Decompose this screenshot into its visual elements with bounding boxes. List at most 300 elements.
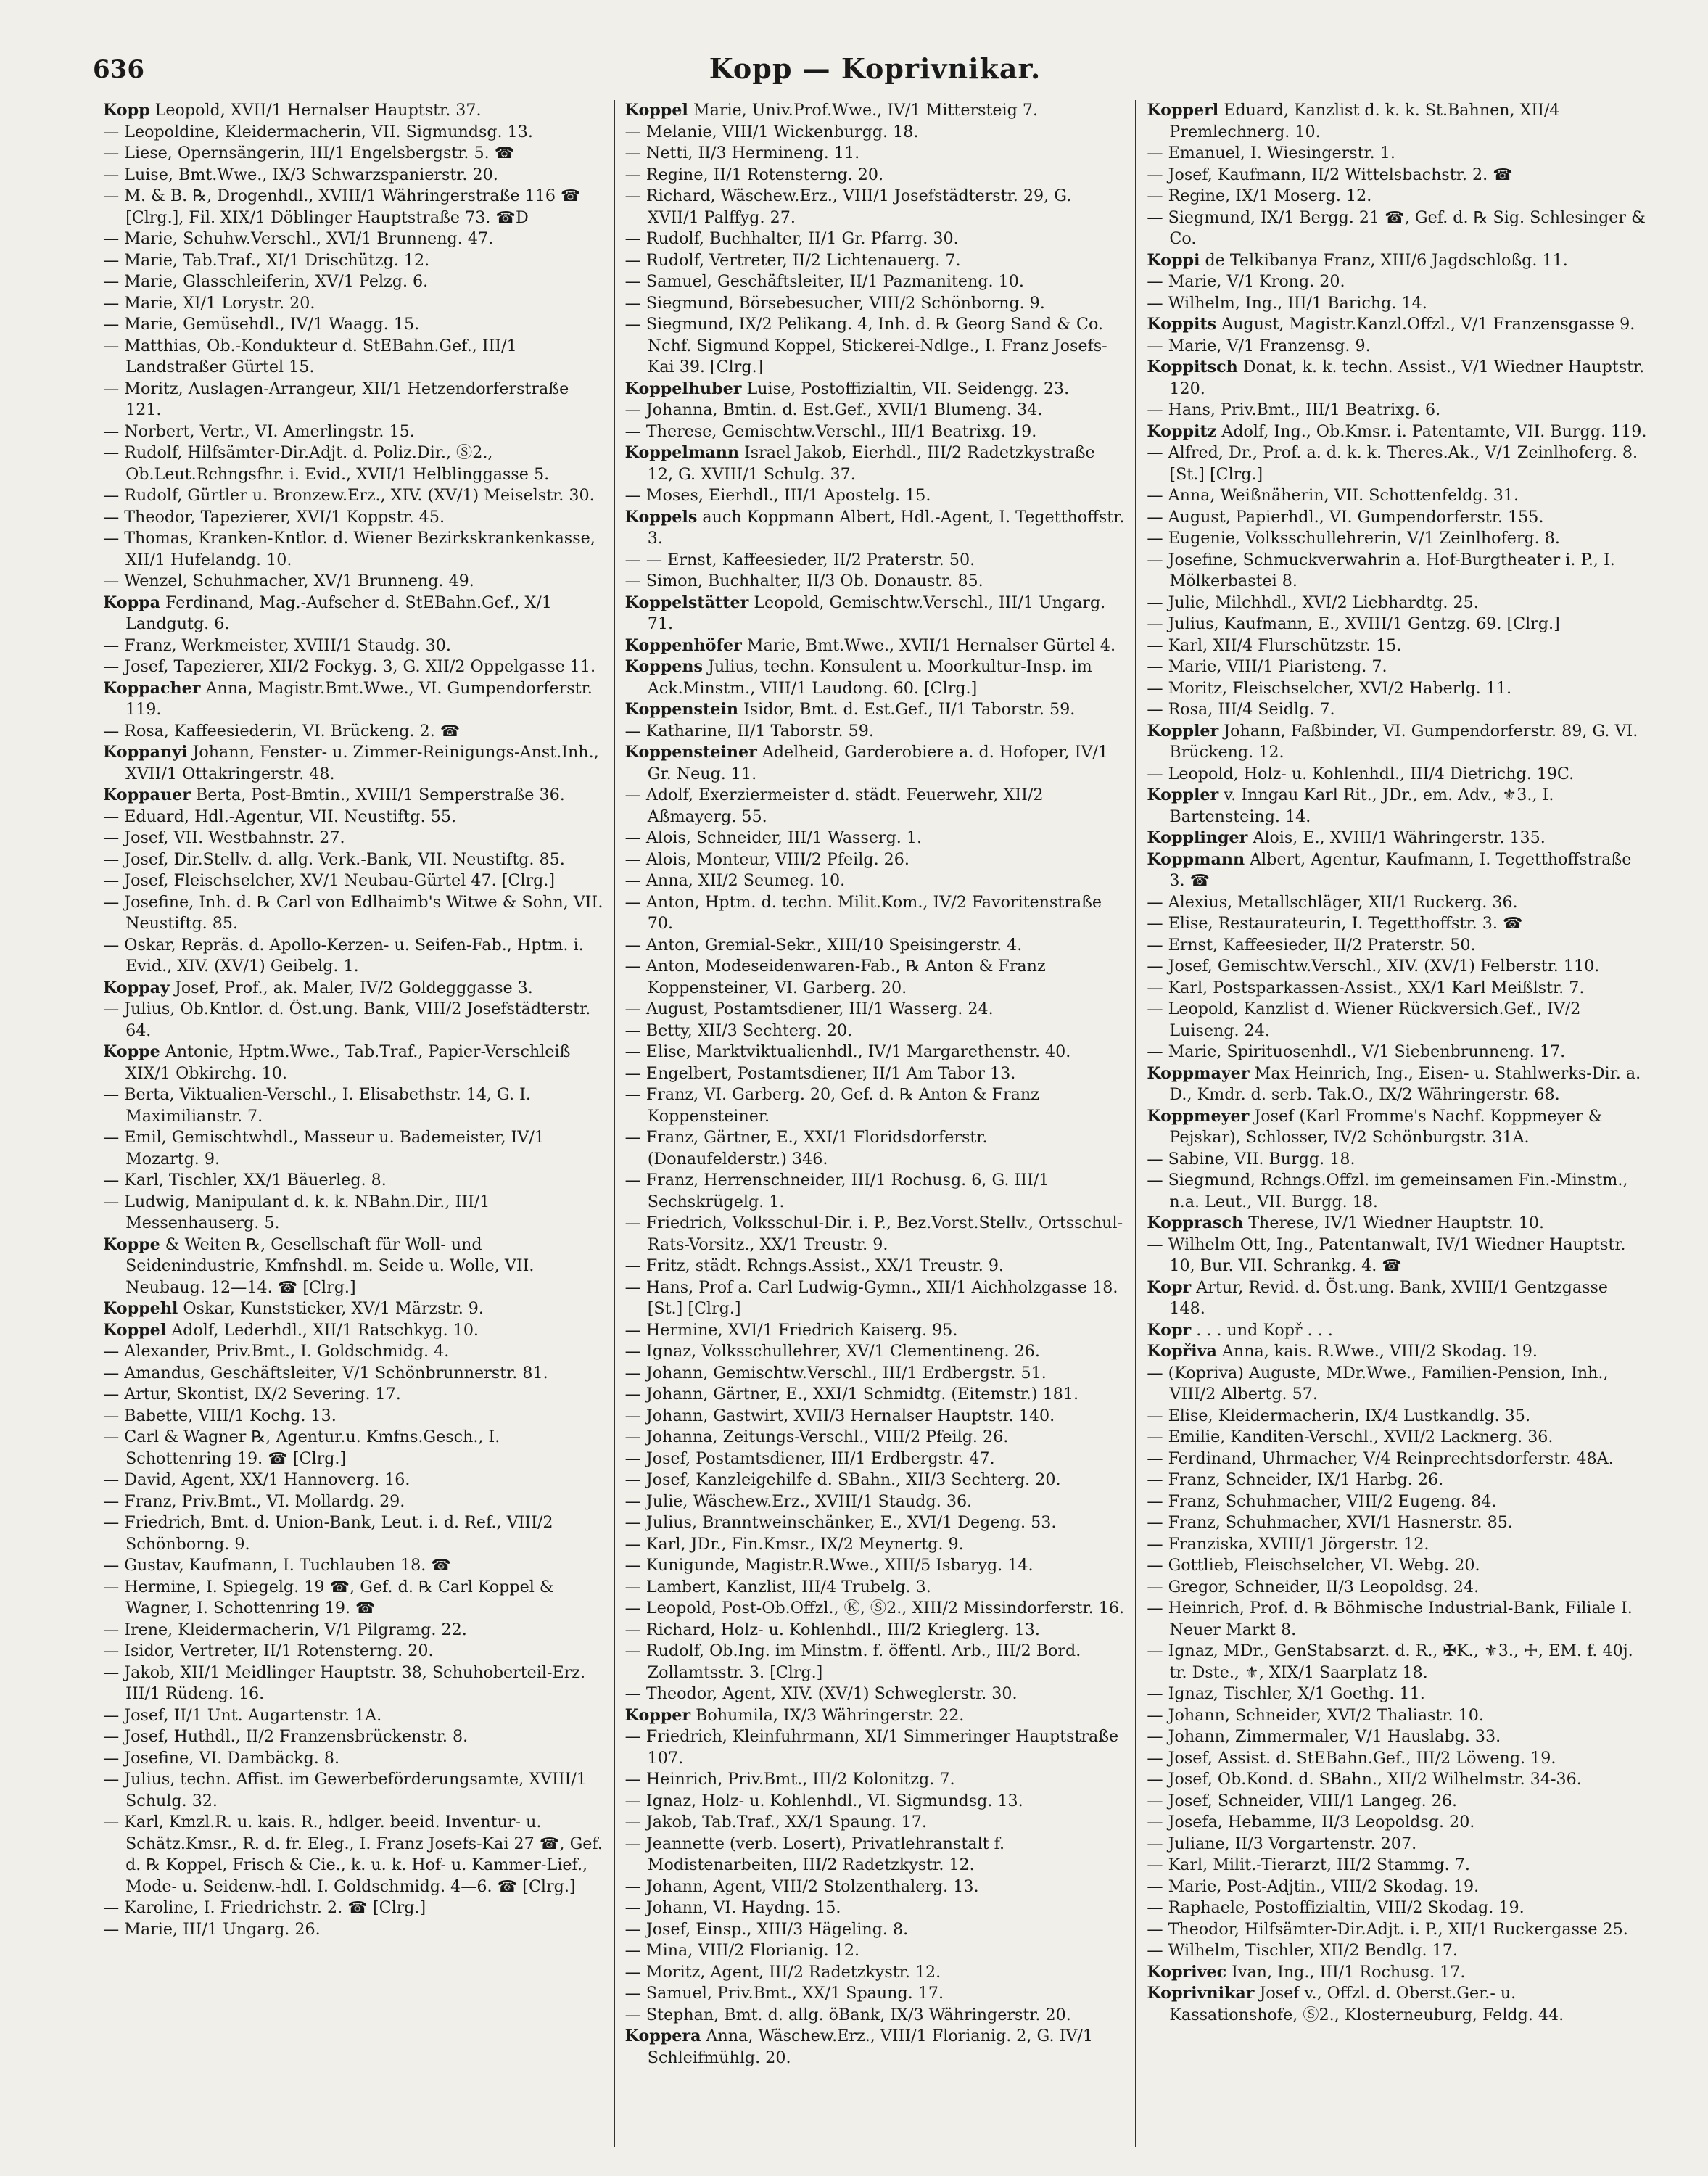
entry-text: — Elise, Restaurateurin, I. Tegetthoffstr. 3. ☎ bbox=[1147, 914, 1523, 933]
entry-surname: Koppacher bbox=[103, 678, 201, 698]
directory-entry bbox=[1147, 165, 1647, 186]
entry-text: — Eugenie, Volksschullehrerin, V/1 Zeinlhoferg. 8. bbox=[1147, 529, 1560, 548]
directory-entry bbox=[103, 485, 603, 507]
directory-entry bbox=[103, 1235, 603, 1299]
entry-text: — Emilie, Kanditen-Verschl., XVII/2 Lacknerg. 36. bbox=[1147, 1427, 1554, 1446]
entry-text: — Matthias, Ob.-Kondukteur d. StEBahn.Gef., III/1 Landstraßer Gürtel 15. bbox=[103, 336, 517, 376]
directory-entry bbox=[625, 1791, 1126, 1813]
directory-entry bbox=[625, 228, 1126, 250]
entry-text: Eduard, Kanzlist d. k. k. St.Bahnen, XII/4 Premlechnerg. 10. bbox=[1169, 101, 1560, 141]
entry-surname: Koppera bbox=[624, 2027, 701, 2045]
column-1 bbox=[93, 100, 614, 2147]
directory-entry bbox=[1147, 1042, 1647, 1063]
directory-entry bbox=[625, 1598, 1126, 1620]
directory-entry bbox=[1147, 764, 1647, 786]
entry-surname: Koppler bbox=[1147, 786, 1219, 804]
entry-text: — Franz, Gärtner, E., XXI/1 Floridsdorferstr. (Donaufelderstr.) 346. bbox=[624, 1128, 988, 1169]
entry-text: — Josef, Assist. d. StEBahn.Gef., III/2 Löweng. 19. bbox=[1147, 1748, 1556, 1768]
entry-text: — Mina, VIII/2 Florianig. 12. bbox=[624, 1941, 860, 1960]
directory-entry bbox=[625, 571, 1126, 593]
directory-entry bbox=[103, 1192, 603, 1235]
directory-entry bbox=[625, 1726, 1126, 1769]
entry-text: — Karl, Tischler, XX/1 Bäuerleg. 8. bbox=[103, 1171, 387, 1190]
entry-text: — Josef, Gemischtw.Verschl., XIV. (XV/1) Felberstr. 110. bbox=[1147, 957, 1600, 976]
entry-text: — Friedrich, Kleinfuhrmann, XI/1 Simmeringer Hauptstraße 107. bbox=[624, 1727, 1119, 1768]
directory-entry bbox=[625, 2005, 1126, 2027]
directory-entry bbox=[103, 1641, 603, 1662]
entry-text: — Therese, Gemischtw.Verschl., III/1 Beatrixg. 19. bbox=[624, 421, 1037, 441]
entry-text: — Karl, Postsparkassen-Assist., XX/1 Karl Meißlstr. 7. bbox=[1147, 978, 1585, 997]
directory-entry bbox=[1147, 656, 1647, 678]
directory-entry bbox=[103, 1919, 603, 1941]
directory-entry bbox=[625, 785, 1126, 828]
entry-text: — Gregor, Schneider, II/3 Leopoldsg. 24. bbox=[1147, 1577, 1480, 1596]
directory-entry bbox=[625, 507, 1126, 550]
entry-text: — Irene, Kleidermacherin, V/1 Pilgramg. 22. bbox=[103, 1620, 467, 1639]
entry-text: — Julius, techn. Affist. im Gewerbeförderungsamte, XVIII/1 Schulg. 32. bbox=[103, 1770, 587, 1810]
directory-entry bbox=[103, 678, 603, 721]
directory-entry bbox=[1147, 1063, 1647, 1106]
entry-text: — Siegmund, IX/2 Pelikang. 4, Inh. d. ℞ Georg Sand & Co. Nchf. Sigmund Koppel, Stickerei-Ndlge., I. Franz Josefs-Kai 39. [Clrg.] bbox=[624, 315, 1107, 376]
entry-text: — Julius, Kaufmann, E., XVIII/1 Gentzg. 69. [Clrg.] bbox=[1147, 614, 1560, 633]
directory-entry bbox=[625, 314, 1126, 379]
directory-entry bbox=[1147, 1534, 1647, 1556]
entry-text: Adolf, Ing., Ob.Kmsr. i. Patentamte, VII. Burgg. 119. bbox=[1216, 421, 1647, 441]
directory-entry bbox=[625, 935, 1126, 957]
directory-entry bbox=[625, 379, 1126, 400]
entry-text: Oskar, Kunststicker, XV/1 Märzstr. 9. bbox=[178, 1299, 484, 1318]
directory-entry bbox=[1147, 421, 1647, 443]
entry-text: — Theodor, Hilfsämter-Dir.Adjt. i. P., XII/1 Ruckergasse 25. bbox=[1147, 1919, 1628, 1939]
directory-entry bbox=[625, 2026, 1126, 2069]
entry-text: — Fritz, städt. Rchngs.Assist., XX/1 Treustr. 9. bbox=[624, 1256, 1004, 1275]
entry-text: Johann, Fenster- u. Zimmer-Reinigungs-Anst.Inh., XVII/1 Ottakringerstr. 48. bbox=[125, 743, 599, 783]
directory-entry bbox=[1147, 1598, 1647, 1641]
entry-text: — Liese, Opernsängerin, III/1 Engelsbergstr. 5. ☎ bbox=[103, 144, 515, 162]
entry-text: — Anna, XII/2 Seumeg. 10. bbox=[624, 871, 846, 890]
entry-text: — Franz, Schuhmacher, VIII/2 Eugeng. 84. bbox=[1147, 1491, 1497, 1511]
directory-entry bbox=[1147, 1512, 1647, 1534]
entry-text: — Samuel, Priv.Bmt., XX/1 Spaung. 17. bbox=[624, 1984, 944, 2003]
directory-entry bbox=[625, 1876, 1126, 1898]
directory-entry bbox=[103, 785, 603, 807]
directory-entry bbox=[1147, 442, 1647, 485]
directory-entry bbox=[1147, 1363, 1647, 1406]
entry-text: — Ignaz, Tischler, X/1 Goethg. 11. bbox=[1147, 1684, 1425, 1703]
entry-text: — M. & B. ℞, Drogenhdl., XVIII/1 Währingerstraße 116 ☎ [Clrg.], Fil. XIX/1 Döblinger Hauptstraße 73. ☎D bbox=[103, 186, 581, 227]
entry-text: — Samuel, Geschäftsleiter, II/1 Pazmaniteng. 10. bbox=[624, 272, 1024, 291]
directory-entry bbox=[103, 593, 603, 635]
directory-entry bbox=[1147, 1919, 1647, 1941]
directory-entry bbox=[103, 1897, 603, 1919]
directory-entry bbox=[1147, 1341, 1647, 1363]
entry-surname: Koppmeyer bbox=[1147, 1106, 1250, 1126]
entry-text: — Marie, Glasschleiferin, XV/1 Pelzg. 6. bbox=[103, 272, 429, 291]
directory-entry bbox=[103, 935, 603, 978]
directory-entry bbox=[625, 485, 1126, 507]
entry-text: — Ludwig, Manipulant d. k. k. NBahn.Dir., III/1 Messenhauserg. 5. bbox=[103, 1192, 490, 1232]
entry-text: — Josef, Dir.Stellv. d. allg. Verk.-Bank, VII. Neustiftg. 85. bbox=[103, 849, 565, 869]
directory-columns bbox=[93, 100, 1657, 2147]
entry-surname: Koppensteiner bbox=[624, 743, 757, 762]
entry-text: — Jakob, XII/1 Meidlinger Hauptstr. 38, Schuhoberteil-Erz. III/1 Rüdeng. 16. bbox=[103, 1662, 586, 1703]
entry-text: — Emanuel, I. Wiesingerstr. 1. bbox=[1147, 144, 1395, 162]
entry-text: — Isidor, Vertreter, II/1 Rotensterng. 20. bbox=[103, 1641, 434, 1660]
entry-text: — Rudolf, Ob.Ing. im Minstm. f. öffentl. Arb., III/2 Bord. Zollamtsstr. 3. [Clrg.] bbox=[624, 1641, 1081, 1682]
directory-entry bbox=[625, 593, 1126, 635]
directory-entry bbox=[1147, 1448, 1647, 1470]
entry-text: — Karl, Kmzl.R. u. kais. R., hdlger. beeid. Inventur- u. Schätz.Kmsr., R. d. fr. Eleg., I. Franz Josefs-Kai 27 ☎, Gef. d. ℞ Koppel, Frisch & Cie., k. u. k. Hof- u. Kammer-Lief., Mode- u. Seidenw.-hdl. I. Goldschmidg. 4—6. ☎ [Clrg.] bbox=[103, 1813, 603, 1896]
entry-text: — Richard, Wäschew.Erz., VIII/1 Josefstädterstr. 29, G. XVII/1 Palffyg. 27. bbox=[624, 186, 1072, 227]
directory-entry bbox=[625, 250, 1126, 272]
directory-entry bbox=[625, 442, 1126, 485]
entry-surname: Koppa bbox=[103, 593, 160, 612]
entry-text: — Ferdinand, Uhrmacher, V/4 Reinprechtsdorferstr. 48A. bbox=[1147, 1448, 1614, 1468]
directory-entry bbox=[625, 1021, 1126, 1042]
directory-entry bbox=[625, 1534, 1126, 1556]
entry-text: — Anna, Weißnäherin, VII. Schottenfeldg. 31. bbox=[1147, 486, 1519, 505]
entry-text: Josef (Karl Fromme's Nachf. Koppmeyer & Pejskar), Schlosser, IV/2 Schönburgstr. 31A. bbox=[1169, 1106, 1603, 1147]
directory-entry bbox=[103, 999, 603, 1042]
entry-text: — Rudolf, Gürtler u. Bronzew.Erz., XIV. (XV/1) Meiselstr. 30. bbox=[103, 486, 595, 505]
entry-text: — Berta, Viktualien-Verschl., I. Elisabethstr. 14, G. I. Maximilianstr. 7. bbox=[103, 1085, 531, 1126]
directory-entry bbox=[625, 271, 1126, 293]
entry-surname: Koppitsch bbox=[1147, 358, 1238, 376]
entry-text: — Melanie, VIII/1 Wickenburgg. 18. bbox=[624, 122, 919, 141]
directory-entry bbox=[103, 165, 603, 186]
entry-text: — Josefine, Schmuckverwahrin a. Hof-Burgtheater i. P., I. Mölkerbastei 8. bbox=[1147, 550, 1615, 590]
entry-text: — Marie, Tab.Traf., XI/1 Drischützg. 12. bbox=[103, 250, 430, 270]
directory-entry bbox=[103, 507, 603, 529]
directory-entry bbox=[625, 956, 1126, 999]
entry-surname: Koppel bbox=[624, 101, 688, 120]
directory-entry bbox=[625, 656, 1126, 699]
directory-entry bbox=[1147, 143, 1647, 165]
directory-entry bbox=[1147, 1748, 1647, 1770]
entry-text: — Ignaz, Volksschullehrer, XV/1 Clementineng. 26. bbox=[624, 1342, 1040, 1361]
entry-text: — Amandus, Geschäftsleiter, V/1 Schönbrunnerstr. 81. bbox=[103, 1363, 548, 1382]
directory-entry bbox=[1147, 935, 1647, 957]
directory-entry bbox=[103, 271, 603, 293]
directory-entry bbox=[625, 1491, 1126, 1513]
entry-text: — August, Papierhdl., VI. Gumpendorferstr. 155. bbox=[1147, 507, 1544, 527]
entry-text: — Julius, Ob.Kntlor. d. Öst.ung. Bank, VIII/2 Josefstädterstr. 64. bbox=[103, 1000, 591, 1040]
entry-surname: Koprivnikar bbox=[1147, 1984, 1255, 2003]
directory-entry bbox=[625, 1406, 1126, 1427]
entry-text: — Alois, Schneider, III/1 Wasserg. 1. bbox=[624, 828, 923, 847]
entry-text: . . . und Kopř . . . bbox=[1191, 1320, 1333, 1340]
directory-entry bbox=[625, 828, 1126, 849]
directory-entry bbox=[103, 250, 603, 272]
entry-text: — Marie, V/1 Krong. 20. bbox=[1147, 272, 1345, 291]
directory-entry bbox=[1147, 1641, 1647, 1683]
entry-surname: Koppanyi bbox=[103, 743, 188, 762]
entry-text: Anna, kais. R.Wwe., VIII/2 Skodag. 19. bbox=[1216, 1342, 1538, 1361]
entry-text: — Johann, Schneider, XVI/2 Thaliastr. 10. bbox=[1147, 1705, 1484, 1725]
entry-text: — Josef, Fleischselcher, XV/1 Neubau-Gürtel 47. [Clrg.] bbox=[103, 871, 556, 890]
entry-text: — Wilhelm Ott, Ing., Patentanwalt, IV/1 Wiedner Hauptstr. 10, Bur. VII. Schrankg. 4. ☎ bbox=[1147, 1235, 1626, 1275]
directory-entry bbox=[1147, 635, 1647, 657]
directory-entry bbox=[625, 550, 1126, 572]
directory-entry bbox=[103, 656, 603, 678]
directory-entry bbox=[625, 1705, 1126, 1727]
directory-entry bbox=[625, 1170, 1126, 1213]
entry-text: — Marie, Schuhw.Verschl., XVI/1 Brunneng. 47. bbox=[103, 229, 494, 248]
directory-entry bbox=[625, 1555, 1126, 1577]
entry-text: — Marie, III/1 Ungarg. 26. bbox=[103, 1919, 321, 1939]
directory-entry bbox=[103, 892, 603, 935]
entry-text: — Franz, Herrenschneider, III/1 Rochusg. 6, G. III/1 Sechskrügelg. 1. bbox=[624, 1171, 1049, 1211]
entry-text: — Rudolf, Vertreter, II/2 Lichtenauerg. 7. bbox=[624, 250, 961, 270]
entry-text: — Karl, JDr., Fin.Kmsr., IX/2 Meynertg. 9. bbox=[624, 1534, 964, 1554]
entry-text: — Julius, Branntweinschänker, E., XVI/1 Degeng. 53. bbox=[624, 1513, 1057, 1532]
directory-entry bbox=[625, 1448, 1126, 1470]
entry-text: — Netti, II/3 Hermineng. 11. bbox=[624, 144, 860, 162]
directory-entry bbox=[625, 1834, 1126, 1876]
directory-entry bbox=[625, 870, 1126, 892]
entry-text: — Josef, Ob.Kond. d. SBahn., XII/2 Wilhelmstr. 34-36. bbox=[1147, 1770, 1582, 1789]
entry-text: — Oskar, Repräs. d. Apollo-Kerzen- u. Seifen-Fab., Hptm. i. Evid., XIV. (XV/1) Geibelg. 1. bbox=[103, 935, 584, 976]
entry-text: — Jeannette (verb. Losert), Privatlehranstalt f. Modistenarbeiten, III/2 Radetzkystr. 12. bbox=[624, 1834, 1005, 1874]
directory-entry bbox=[103, 1577, 603, 1620]
entry-text: Adolf, Lederhdl., XII/1 Ratschkyg. 10. bbox=[166, 1320, 479, 1340]
entry-text: — Juliane, II/3 Vorgartenstr. 207. bbox=[1147, 1834, 1417, 1853]
directory-entry bbox=[625, 1277, 1126, 1320]
entry-surname: Koppay bbox=[103, 978, 170, 997]
directory-entry bbox=[625, 1769, 1126, 1791]
entry-text: — Franz, Werkmeister, XVIII/1 Staudg. 30. bbox=[103, 635, 451, 655]
directory-entry bbox=[103, 228, 603, 250]
directory-entry bbox=[625, 892, 1126, 935]
entry-text: — Josef, Tapezierer, XII/2 Fockyg. 3, G. XII/2 Oppelgasse 11. bbox=[103, 657, 596, 676]
directory-entry bbox=[1147, 999, 1647, 1042]
entry-text: — — Ernst, Kaffeesieder, II/2 Praterstr. 50. bbox=[624, 550, 975, 569]
entry-surname: Kopp bbox=[103, 101, 150, 120]
entry-text: Israel Jakob, Eierhdl., III/2 Radetzkystraße 12, G. XVIII/1 Schulg. 37. bbox=[647, 443, 1095, 484]
entry-text: — Anton, Hptm. d. techn. Milit.Kom., IV/2 Favoritenstraße 70. bbox=[624, 892, 1102, 933]
entry-text: Ivan, Ing., III/1 Rochusg. 17. bbox=[1226, 1962, 1466, 1982]
entry-text: Johann, Faßbinder, VI. Gumpendorferstr. 89, G. VI. Brückeng. 12. bbox=[1169, 721, 1638, 762]
entry-text: — Marie, Spirituosenhdl., V/1 Siebenbrunneng. 17. bbox=[1147, 1042, 1566, 1061]
directory-entry bbox=[625, 1577, 1126, 1599]
entry-text: — Betty, XII/3 Sechterg. 20. bbox=[624, 1021, 853, 1040]
directory-entry bbox=[103, 571, 603, 593]
entry-surname: Koppehl bbox=[103, 1299, 178, 1318]
entry-text: — Marie, VIII/1 Piaristeng. 7. bbox=[1147, 657, 1387, 676]
directory-entry bbox=[1147, 1235, 1647, 1277]
entry-text: Bohumila, IX/3 Währingerstr. 22. bbox=[690, 1705, 965, 1725]
entry-text: — Stephan, Bmt. d. allg. öBank, IX/3 Währingerstr. 20. bbox=[624, 2005, 1071, 2024]
directory-entry bbox=[103, 314, 603, 336]
entry-text: — Josef, Kanzleigehilfe d. SBahn., XII/3 Sechterg. 20. bbox=[624, 1470, 1061, 1489]
directory-entry bbox=[625, 999, 1126, 1021]
entry-text: Antonie, Hptm.Wwe., Tab.Traf., Papier-Verschleiß XIX/1 Obkirchg. 10. bbox=[125, 1042, 571, 1083]
directory-entry bbox=[625, 1256, 1126, 1277]
entry-text: — Josef, Schneider, VIII/1 Langeg. 26. bbox=[1147, 1791, 1458, 1810]
entry-text: — Regine, IX/1 Moserg. 12. bbox=[1147, 186, 1372, 205]
directory-entry bbox=[1147, 1406, 1647, 1427]
entry-text: — Johann, Agent, VIII/2 Stolzenthalerg. 13. bbox=[624, 1876, 979, 1896]
directory-entry bbox=[625, 635, 1126, 657]
directory-entry bbox=[1147, 507, 1647, 529]
entry-text: — Siegmund, IX/1 Bergg. 21 ☎, Gef. d. ℞ Sig. Schlesinger & Co. bbox=[1147, 207, 1646, 248]
entry-text: — Karl, XII/4 Flurschützstr. 15. bbox=[1147, 635, 1402, 655]
directory-entry bbox=[625, 1320, 1126, 1342]
directory-entry bbox=[1147, 1897, 1647, 1919]
directory-entry bbox=[625, 1812, 1126, 1834]
entry-text: — Hermine, I. Spiegelg. 19 ☎, Gef. d. ℞ Carl Koppel & Wagner, I. Schottenring 19. ☎ bbox=[103, 1577, 554, 1617]
directory-entry bbox=[103, 1470, 603, 1491]
entry-text: — Marie, V/1 Franzensg. 9. bbox=[1147, 336, 1371, 355]
directory-entry bbox=[1147, 100, 1647, 143]
directory-entry bbox=[1147, 593, 1647, 614]
directory-entry bbox=[625, 849, 1126, 871]
directory-entry bbox=[625, 1341, 1126, 1363]
directory-entry bbox=[1147, 892, 1647, 914]
entry-text: — (Kopriva) Auguste, MDr.Wwe., Familien-Pension, Inh., VIII/2 Albertg. 57. bbox=[1147, 1363, 1609, 1404]
directory-entry bbox=[1147, 1683, 1647, 1705]
directory-entry bbox=[625, 1919, 1126, 1941]
entry-text: — Josefine, VI. Dambäckg. 8. bbox=[103, 1748, 340, 1768]
entry-text: — Thomas, Kranken-Kntlor. d. Wiener Bezirkskrankenkasse, XII/1 Hufelandg. 10. bbox=[103, 529, 595, 569]
directory-entry bbox=[625, 721, 1126, 743]
entry-text: — Alois, Monteur, VIII/2 Pfeilg. 26. bbox=[624, 849, 909, 869]
directory-entry bbox=[103, 1491, 603, 1513]
directory-entry bbox=[103, 828, 603, 849]
entry-text: — Moritz, Auslagen-Arrangeur, XII/1 Hetzendorferstraße 121. bbox=[103, 379, 569, 419]
entry-text: — Wilhelm, Tischler, XII/2 Bendlg. 17. bbox=[1147, 1941, 1458, 1960]
entry-surname: Koppelmann bbox=[624, 443, 739, 462]
directory-entry bbox=[1147, 849, 1647, 892]
entry-text: — Franz, Schneider, IX/1 Harbg. 26. bbox=[1147, 1470, 1444, 1489]
directory-entry bbox=[103, 1127, 603, 1170]
entry-text: — Kunigunde, Magistr.R.Wwe., XIII/5 Isbaryg. 14. bbox=[624, 1556, 1034, 1575]
directory-entry bbox=[103, 807, 603, 828]
entry-text: — Regine, II/1 Rotensterng. 20. bbox=[624, 165, 884, 184]
directory-entry bbox=[1147, 1555, 1647, 1577]
entry-text: — Richard, Holz- u. Kohlenhdl., III/2 Krieglerg. 13. bbox=[624, 1620, 1040, 1639]
directory-entry bbox=[1147, 1962, 1647, 1984]
entry-surname: Koppenhöfer bbox=[624, 635, 742, 655]
directory-entry bbox=[103, 1555, 603, 1577]
entry-surname: Koppel bbox=[103, 1320, 167, 1340]
directory-entry bbox=[625, 186, 1126, 228]
directory-entry bbox=[1147, 1705, 1647, 1727]
entry-text: Anna, Magistr.Bmt.Wwe., VI. Gumpendorferstr. 119. bbox=[125, 678, 593, 719]
entry-surname: Koppauer bbox=[103, 786, 191, 804]
directory-entry bbox=[1147, 913, 1647, 935]
directory-entry bbox=[1147, 1491, 1647, 1513]
directory-entry bbox=[1147, 357, 1647, 400]
entry-surname: Koppits bbox=[1147, 315, 1217, 334]
entry-surname: Koppenstein bbox=[624, 700, 738, 719]
directory-entry bbox=[1147, 207, 1647, 250]
directory-entry bbox=[1147, 956, 1647, 978]
entry-text: Josef, Prof., ak. Maler, IV/2 Goldegggasse 3. bbox=[169, 978, 533, 997]
directory-entry bbox=[625, 122, 1126, 144]
entry-text: — Rudolf, Hilfsämter-Dir.Adjt. d. Poliz.Dir., Ⓢ2., Ob.Leut.Rchngsfhr. i. Evid., XVII/1 Helblinggasse 5. bbox=[103, 443, 550, 484]
entry-text: — Johann, Gastwirt, XVII/3 Hernalser Hauptstr. 140. bbox=[624, 1406, 1055, 1425]
entry-text: — Johann, Zimmermaler, V/1 Hauslabg. 33. bbox=[1147, 1727, 1501, 1746]
directory-entry bbox=[103, 721, 603, 743]
entry-text: — Siegmund, Börsebesucher, VIII/2 Schönborng. 9. bbox=[624, 293, 1045, 313]
entry-text: — Johann, Gärtner, E., XXI/1 Schmidtg. (Eitemstr.) 181. bbox=[624, 1385, 1079, 1404]
directory-entry bbox=[1147, 293, 1647, 315]
entry-text: — Julie, Wäschew.Erz., XVIII/1 Staudg. 36. bbox=[624, 1491, 973, 1511]
entry-text: — Karl, Milit.-Tierarzt, III/2 Stammg. 7. bbox=[1147, 1855, 1470, 1874]
entry-text: — Alfred, Dr., Prof. a. d. k. k. Theres.Ak., V/1 Zeinlhoferg. 8. [St.] [Clrg.] bbox=[1147, 443, 1638, 484]
directory-entry bbox=[103, 1384, 603, 1406]
entry-text: — Siegmund, Rchngs.Offzl. im gemeinsamen Fin.-Minstm., n.a. Leut., VII. Burgg. 18. bbox=[1147, 1171, 1628, 1211]
entry-text: Berta, Post-Bmtin., XVIII/1 Semperstraße 36. bbox=[190, 786, 565, 804]
column-2 bbox=[614, 100, 1136, 2147]
directory-entry bbox=[1147, 1577, 1647, 1599]
entry-surname: Kopr bbox=[1147, 1277, 1192, 1297]
directory-entry bbox=[1147, 678, 1647, 700]
directory-entry bbox=[103, 100, 603, 122]
directory-entry bbox=[103, 1363, 603, 1385]
directory-entry bbox=[1147, 528, 1647, 550]
entry-text: — Friedrich, Volksschul-Dir. i. P., Bez.Vorst.Stellv., Ortsschul-Rats-Vorsitz., XX/1 Treustr. 9. bbox=[624, 1213, 1123, 1254]
directory-entry bbox=[625, 1427, 1126, 1448]
entry-text: Ferdinand, Mag.-Aufseher d. StEBahn.Gef., X/1 Landgutg. 6. bbox=[125, 593, 552, 633]
directory-entry bbox=[625, 1962, 1126, 1984]
entry-text: — Josef, Einsp., XIII/3 Hägeling. 8. bbox=[624, 1919, 909, 1939]
entry-text: — Franz, Schuhmacher, XVI/1 Hasnerstr. 85. bbox=[1147, 1513, 1513, 1532]
entry-text: — Johann, Gemischtw.Verschl., III/1 Erdbergstr. 51. bbox=[624, 1363, 1047, 1382]
directory-entry bbox=[1147, 1170, 1647, 1213]
entry-text: — Simon, Buchhalter, II/3 Ob. Donaustr. 85. bbox=[624, 572, 983, 590]
directory-entry bbox=[103, 1084, 603, 1127]
directory-entry bbox=[1147, 1876, 1647, 1898]
entry-text: Anna, Wäschew.Erz., VIII/1 Florianig. 2, G. IV/1 Schleifmühlg. 20. bbox=[647, 2027, 1093, 2067]
entry-surname: Koppitz bbox=[1147, 421, 1217, 441]
entry-text: — Leopold, Holz- u. Kohlenhdl., III/4 Dietrichg. 19C. bbox=[1147, 764, 1575, 783]
directory-entry bbox=[103, 1620, 603, 1641]
entry-text: — Moritz, Agent, III/2 Radetzkystr. 12. bbox=[624, 1962, 941, 1982]
entry-text: — Marie, XI/1 Lorystr. 20. bbox=[103, 293, 315, 313]
entry-text: — Norbert, Vertr., VI. Amerlingstr. 15. bbox=[103, 421, 415, 441]
entry-text: — Alexius, Metallschläger, XII/1 Ruckerg. 36. bbox=[1147, 892, 1518, 912]
directory-entry bbox=[625, 100, 1126, 122]
directory-entry bbox=[1147, 699, 1647, 721]
directory-entry bbox=[625, 143, 1126, 165]
entry-text: — David, Agent, XX/1 Hannoverg. 16. bbox=[103, 1470, 411, 1489]
directory-entry bbox=[625, 421, 1126, 443]
directory-entry bbox=[1147, 1812, 1647, 1834]
entry-text: — Katharine, II/1 Taborstr. 59. bbox=[624, 721, 874, 741]
directory-entry bbox=[1147, 550, 1647, 593]
entry-surname: Koppmayer bbox=[1147, 1063, 1250, 1083]
directory-entry bbox=[1147, 1277, 1647, 1320]
entry-text: — Elise, Marktviktualienhdl., IV/1 Margarethenstr. 40. bbox=[624, 1042, 1071, 1061]
directory-entry bbox=[1147, 978, 1647, 1000]
entry-text: — Artur, Skontist, IX/2 Severing. 17. bbox=[103, 1385, 401, 1404]
directory-entry bbox=[1147, 1940, 1647, 1962]
entry-text: — Rosa, III/4 Seidlg. 7. bbox=[1147, 700, 1335, 719]
directory-entry bbox=[1147, 1726, 1647, 1748]
entry-text: — Anton, Gremial-Sekr., XIII/10 Speisingerstr. 4. bbox=[624, 935, 1023, 955]
directory-entry bbox=[625, 1940, 1126, 1962]
directory-entry bbox=[103, 143, 603, 165]
entry-text: Leopold, XVII/1 Hernalser Hauptstr. 37. bbox=[149, 101, 482, 120]
directory-entry bbox=[1147, 250, 1647, 272]
entry-text: Marie, Univ.Prof.Wwe., IV/1 Mittersteig 7. bbox=[688, 101, 1039, 120]
entry-text: — Ignaz, MDr., GenStabsarzt. d. R., ✠K., ⚜3., ☩, EM. f. 40j. tr. Dste., ⚜, XIX/1 Saarplatz 18. bbox=[1147, 1641, 1633, 1682]
directory-entry bbox=[1147, 1834, 1647, 1855]
directory-entry bbox=[103, 1705, 603, 1727]
entry-text: — Luise, Bmt.Wwe., IX/3 Schwarzspanierstr. 20. bbox=[103, 165, 498, 184]
